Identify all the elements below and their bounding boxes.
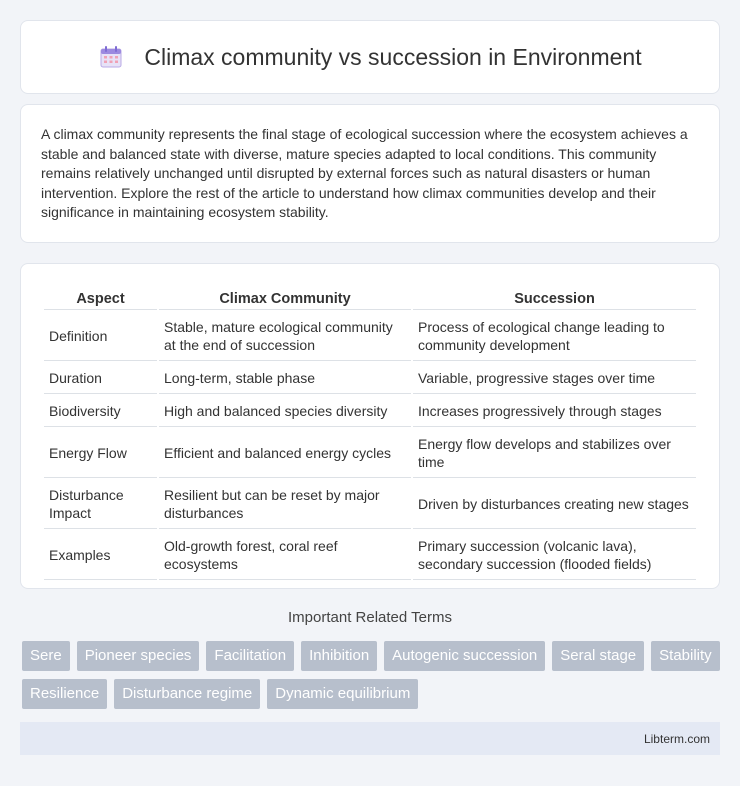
cell-aspect: Definition	[44, 312, 157, 361]
cell-succession: Process of ecological change leading to community development	[413, 312, 696, 361]
cell-aspect: Duration	[44, 363, 157, 394]
tag-seral-stage[interactable]: Seral stage	[552, 641, 644, 671]
footer	[20, 722, 720, 755]
cell-aspect: Examples	[44, 531, 157, 580]
cell-climax: Efficient and balanced energy cycles	[159, 429, 411, 478]
intro-text: A climax community represents the final stage of ecological succession where the ecosystem achieves a stable and balanced state with diverse, mature species adapted to local conditions. This community remains relatively unchanged until disrupted by external forces such as natural disasters or human intervention. Explore the rest of the article to understand how climax communities develop and their significance in maintaining ecosystem stability.	[41, 126, 688, 221]
cell-succession: Primary succession (volcanic lava), secondary succession (flooded fields)	[413, 531, 696, 580]
related-terms-title: Important Related Terms	[288, 609, 452, 626]
table-row	[44, 396, 696, 427]
cell-succession: Increases progressively through stages	[413, 396, 696, 427]
header-succession: Succession	[413, 286, 696, 310]
table-row	[44, 363, 696, 394]
page-title: Climax community vs succession in Environment	[144, 43, 642, 70]
table-row	[44, 429, 696, 478]
cell-aspect: Disturbance Impact	[44, 480, 157, 529]
tag-autogenic-succession[interactable]: Autogenic succession	[384, 641, 545, 671]
calendar-icon	[98, 44, 124, 70]
cell-climax: Long-term, stable phase	[159, 363, 411, 394]
tag-resilience[interactable]: Resilience	[22, 679, 107, 709]
table-header-row	[44, 286, 696, 310]
tag-sere[interactable]: Sere	[22, 641, 70, 671]
tag-stability[interactable]: Stability	[651, 641, 720, 671]
footer-link[interactable]: Libterm.com	[643, 731, 710, 746]
cell-climax: Stable, mature ecological community at the end of succession	[159, 312, 411, 361]
header-aspect: Aspect	[44, 286, 157, 310]
title-card	[20, 20, 720, 94]
cell-succession: Variable, progressive stages over time	[413, 363, 696, 394]
cell-succession: Energy flow develops and stabilizes over time	[413, 429, 696, 478]
comparison-table	[42, 284, 698, 582]
tag-inhibition[interactable]: Inhibition	[301, 641, 377, 671]
table-row	[44, 480, 696, 529]
cell-climax: Resilient but can be reset by major disturbances	[159, 480, 411, 529]
cell-climax: High and balanced species diversity	[159, 396, 411, 427]
cell-climax: Old-growth forest, coral reef ecosystems	[159, 531, 411, 580]
header-climax-community: Climax Community	[159, 286, 411, 310]
table-row	[44, 312, 696, 361]
table-row	[44, 531, 696, 580]
intro-card	[20, 104, 720, 243]
tag-disturbance-regime[interactable]: Disturbance regime	[114, 679, 260, 709]
tag-pioneer-species[interactable]: Pioneer species	[77, 641, 200, 671]
table-card	[20, 263, 720, 589]
tag-facilitation[interactable]: Facilitation	[206, 641, 294, 671]
related-terms-list	[22, 641, 722, 709]
cell-aspect: Biodiversity	[44, 396, 157, 427]
cell-succession: Driven by disturbances creating new stages	[413, 480, 696, 529]
tag-dynamic-equilibrium[interactable]: Dynamic equilibrium	[267, 679, 418, 709]
cell-aspect: Energy Flow	[44, 429, 157, 478]
